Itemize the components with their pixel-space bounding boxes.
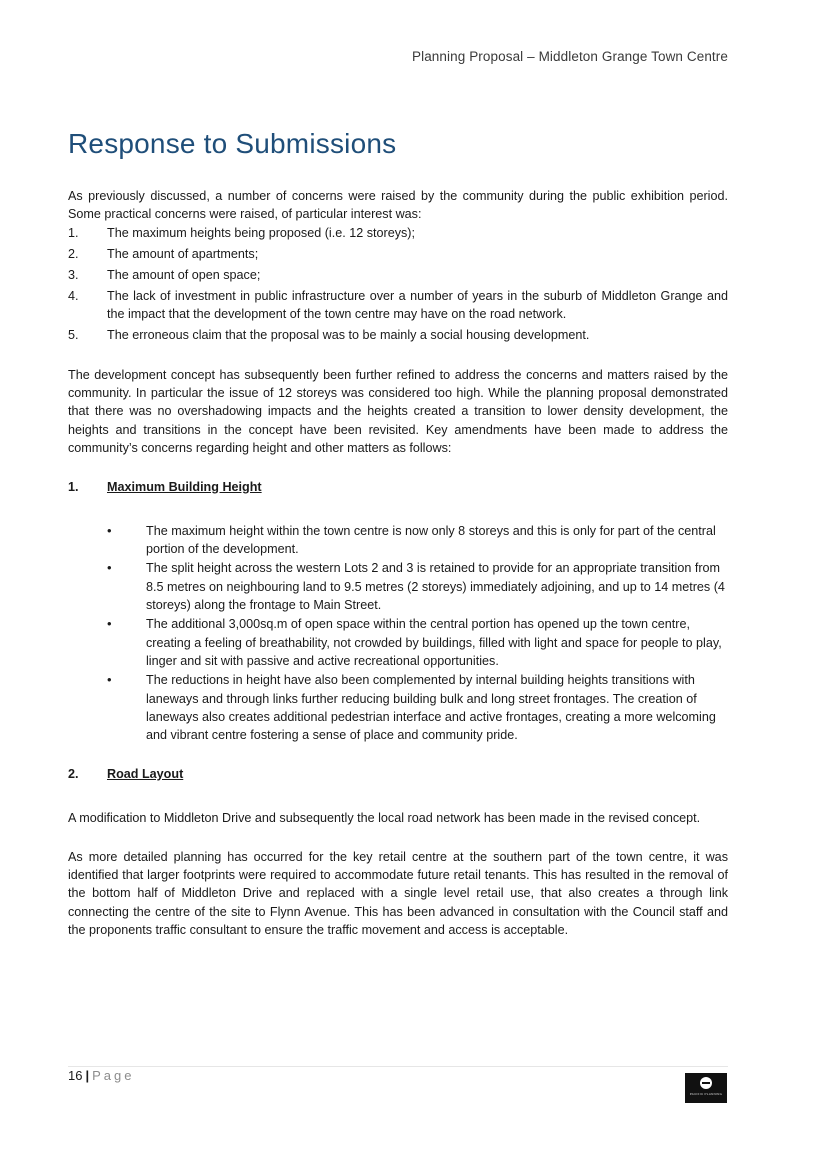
intro-paragraph: As previously discussed, a number of concerns were raised by the community during the public exhibition period. Some practical concerns were raised, of particular interest was: — [68, 189, 728, 222]
bullet-text: The split height across the western Lots 2 and 3 is retained to provide for an appropriate transition from 8.5 metres on neighbouring land to 9.5 metres (2 storeys) immediately adjoining, and up to 14 metres (4 storeys) along the frontage to Main Street. — [146, 561, 725, 613]
list-item — [68, 266, 728, 284]
page-label: Page — [92, 1068, 135, 1083]
bullet-icon: • — [107, 616, 112, 632]
list-item — [68, 326, 728, 344]
height-bullet-list — [68, 522, 728, 745]
bullet-item — [68, 522, 728, 559]
list-item — [68, 287, 728, 324]
list-text: The lack of investment in public infrastructure over a number of years in the suburb of Middleton Grange and the impact that the development of the town centre may have on the road network. — [107, 288, 728, 322]
running-header: Planning Proposal – Middleton Grange Town Centre — [412, 49, 728, 64]
concerns-list — [68, 224, 728, 345]
list-number: 2. — [68, 246, 79, 261]
list-text: The amount of open space; — [107, 267, 261, 282]
list-number: 1. — [68, 225, 79, 240]
document-body — [68, 187, 728, 940]
page-separator: | — [85, 1068, 90, 1083]
road-paragraph: As more detailed planning has occurred for the key retail centre at the southern part of the town centre, it was identified that larger footprints were required to accommodate future retail tenants. This has resulted in the removal of the bottom half of Middleton Drive and replaced with a single level retail use, that also creates a through link connecting the centre of the site to Flynn Avenue. This has been advanced in consultation with the Council staff and the proponents traffic consultant to ensure the traffic movement and access is acceptable. — [68, 849, 728, 938]
bullet-icon: • — [107, 523, 112, 539]
bullet-icon: • — [107, 560, 112, 576]
list-number: 4. — [68, 288, 79, 303]
section-title: Road Layout — [107, 766, 184, 781]
page-number-value: 16 — [68, 1068, 83, 1083]
page-number — [68, 1068, 134, 1083]
section-title: Maximum Building Height — [107, 479, 262, 494]
list-item — [68, 245, 728, 263]
list-item — [68, 224, 728, 242]
list-text: The maximum heights being proposed (i.e. 12 storeys); — [107, 225, 415, 240]
bullet-text: The additional 3,000sq.m of open space within the central portion has opened up the town centre, creating a feeling of breathability, not crowded by buildings, filled with light and space for people to play, linger and sit with passive and active recreational opportunities. — [146, 617, 722, 669]
bullet-item — [68, 671, 728, 745]
list-text: The erroneous claim that the proposal was to be mainly a social housing development. — [107, 328, 590, 343]
footer-divider — [68, 1066, 728, 1067]
list-number: 5. — [68, 328, 79, 343]
bullet-icon: • — [107, 672, 112, 688]
section-heading-maximum-building-height — [68, 478, 728, 496]
bullet-item — [68, 615, 728, 670]
section-number: 2. — [68, 766, 79, 781]
section-number: 1. — [68, 479, 79, 494]
bullet-text: The reductions in height have also been complemented by internal building heights transitions with laneways and through links further reducing building bulk and long street frontages. The creation of laneways also creates additional pedestrian interface and active frontages, creating a more welcoming and vibrant centre fostering a sense of place and community pride. — [146, 673, 716, 743]
road-paragraph: A modification to Middleton Drive and subsequently the local road network has been made in the revised concept. — [68, 811, 701, 826]
section-heading-road-layout — [68, 765, 728, 783]
company-logo — [685, 1073, 727, 1103]
bullet-item — [68, 559, 728, 614]
bullet-text: The maximum height within the town centre is now only 8 storeys and this is only for part of the central portion of the development. — [146, 524, 716, 557]
logo-mark-icon — [700, 1077, 712, 1089]
logo-text: PACIFIC PLANNING — [689, 1092, 723, 1096]
concept-paragraph: The development concept has subsequently been further refined to address the concerns and matters raised by the community. In particular the issue of 12 storeys was considered too high. While the planning proposal demonstrated that there was no overshadowing impacts and the heights created a transition to lower density development, the heights and transitions in the concept have been revisited. Key amendments have been made to address the community’s concerns regarding height and other matters as follows: — [68, 367, 728, 456]
page-title: Response to Submissions — [68, 128, 397, 159]
list-text: The amount of apartments; — [107, 246, 259, 261]
list-number: 3. — [68, 267, 79, 282]
